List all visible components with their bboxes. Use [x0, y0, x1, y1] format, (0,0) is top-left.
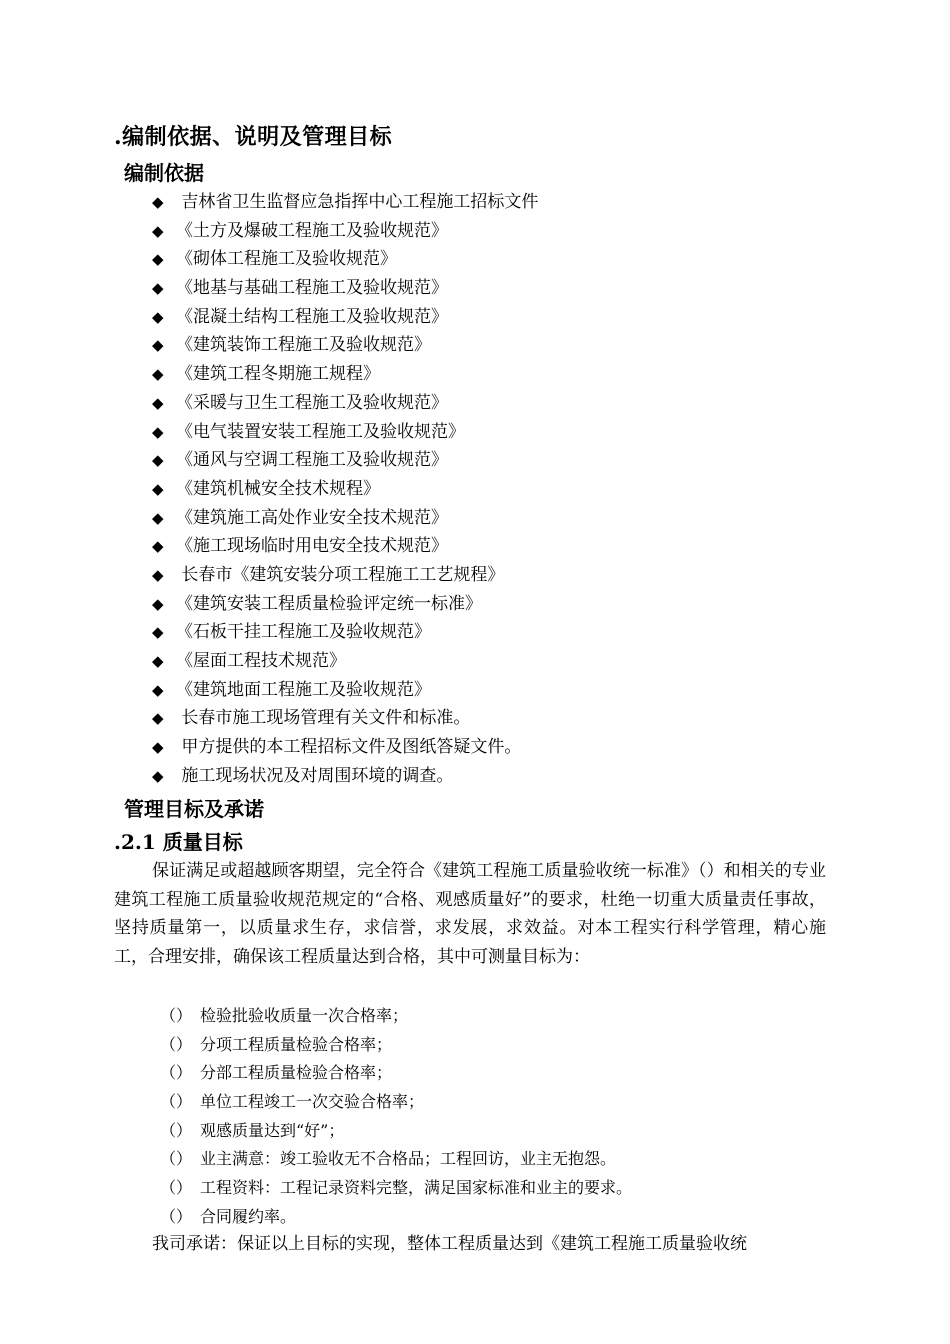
list-item-text: 《建筑机械安全技术规程》	[176, 478, 380, 499]
list-item	[152, 274, 852, 303]
list-item-text: 《土方及爆破工程施工及验收规范》	[176, 220, 448, 241]
diamond-bullet-icon: ◆	[152, 565, 164, 584]
list-item-text: 《屋面工程技术规范》	[176, 651, 346, 671]
list-item-text: 《施工现场临时用电安全技术规范》	[176, 536, 448, 557]
target-paren: （）	[160, 1206, 193, 1226]
diamond-bullet-icon: ◆	[152, 221, 164, 240]
target-item	[160, 1059, 840, 1088]
list-item	[152, 676, 852, 705]
diamond-bullet-icon: ◆	[152, 652, 164, 670]
diamond-bullet-icon: ◆	[152, 738, 164, 757]
diamond-bullet-icon: ◆	[152, 307, 164, 326]
list-item	[152, 360, 852, 389]
list-item-text: 《建筑安装工程质量检验评定统一标准》	[176, 593, 482, 614]
list-item-text: 《电气装置安装工程施工及验收规范》	[176, 421, 465, 442]
list-item-text: 《建筑装饰工程施工及验收规范》	[176, 335, 431, 356]
diamond-bullet-icon: ◆	[152, 623, 164, 642]
target-text: 合同履约率。	[200, 1206, 297, 1226]
list-item-text: 《地基与基础工程施工及验收规范》	[176, 278, 448, 299]
quality-target-list	[160, 1002, 840, 1232]
list-item-text: 施工现场状况及对周围环境的调查。	[176, 765, 454, 786]
list-item	[152, 389, 852, 418]
goals-heading: 管理目标及承诺	[124, 797, 264, 821]
list-item	[152, 418, 852, 447]
target-paren: （）	[160, 1034, 193, 1054]
list-item-text: 《建筑施工高处作业安全技术规范》	[176, 507, 448, 528]
target-paren: （）	[160, 1178, 193, 1198]
list-item-text: 《通风与空调工程施工及验收规范》	[176, 450, 448, 471]
list-item-text: 长春市施工现场管理有关文件和标准。	[176, 708, 471, 729]
list-item	[152, 532, 852, 561]
list-item	[152, 618, 852, 647]
target-paren: （）	[160, 1063, 193, 1083]
list-item	[152, 475, 852, 504]
basis-list	[152, 188, 852, 790]
list-item	[152, 446, 852, 475]
list-item-text: 甲方提供的本工程招标文件及图纸答疑文件。	[176, 737, 522, 758]
list-item-text: 《建筑工程冬期施工规程》	[176, 364, 380, 385]
target-item	[160, 1174, 840, 1203]
list-item-text: 《混凝土结构工程施工及验收规范》	[176, 306, 448, 327]
diamond-bullet-icon: ◆	[152, 365, 164, 384]
list-item-text: 长春市《建筑安装分项工程施工工艺规程》	[176, 564, 505, 585]
list-item	[152, 188, 852, 217]
target-item	[160, 1117, 840, 1146]
list-item	[152, 217, 852, 246]
target-paren: （）	[160, 1006, 193, 1025]
target-text: 观感质量达到“好”；	[200, 1120, 345, 1140]
diamond-bullet-icon: ◆	[152, 680, 164, 699]
target-item	[160, 1088, 840, 1117]
diamond-bullet-icon: ◆	[152, 393, 164, 412]
list-item-text: 吉林省卫生监督应急指挥中心工程施工招标文件	[176, 192, 539, 212]
target-text: 分部工程质量检验合格率；	[200, 1063, 393, 1083]
diamond-bullet-icon: ◆	[152, 508, 164, 527]
quality-goal-heading: .2.1 质量目标	[114, 830, 243, 854]
list-item	[152, 303, 852, 332]
target-text: 单位工程竣工一次交验合格率；	[200, 1092, 425, 1112]
list-item-text: 《采暖与卫生工程施工及验收规范》	[176, 392, 448, 413]
target-paren: （）	[160, 1149, 193, 1169]
diamond-bullet-icon: ◆	[152, 479, 164, 498]
diamond-bullet-icon: ◆	[152, 766, 164, 785]
target-paren: （）	[160, 1120, 193, 1140]
list-item	[152, 704, 852, 733]
list-item-text: 《砌体工程施工及验收规范》	[176, 249, 397, 270]
diamond-bullet-icon: ◆	[152, 422, 164, 441]
commitment-paragraph: 我司承诺：保证以上目标的实现，整体工程质量达到《建筑工程施工质量验收统	[152, 1234, 747, 1254]
target-text: 业主满意：竣工验收无不合格品；工程回访，业主无抱怨。	[200, 1149, 617, 1169]
list-item-text: 《建筑地面工程施工及验收规范》	[176, 679, 431, 700]
diamond-bullet-icon: ◆	[152, 250, 164, 269]
diamond-bullet-icon: ◆	[152, 451, 164, 470]
diamond-bullet-icon: ◆	[152, 279, 164, 298]
diamond-bullet-icon: ◆	[152, 336, 164, 355]
list-item-text: 《石板干挂工程施工及验收规范》	[176, 622, 431, 643]
target-item	[160, 1002, 840, 1031]
target-text: 分项工程质量检验合格率；	[200, 1034, 393, 1054]
diamond-bullet-icon: ◆	[152, 594, 164, 613]
section-heading: .编制依据、说明及管理目标	[114, 124, 393, 150]
list-item	[152, 647, 852, 676]
basis-heading: 编制依据	[124, 161, 204, 185]
list-item	[152, 504, 852, 533]
target-item	[160, 1203, 840, 1232]
target-item	[160, 1145, 840, 1174]
diamond-bullet-icon: ◆	[152, 709, 164, 728]
quality-goal-paragraph: 保证满足或超越顾客期望，完全符合《建筑工程施工质量验收统一标准》（）和相关的专业建筑工程施工质量验收规范规定的“合格、观感质量好”的要求，杜绝一切重大质量责任事故，坚持质量第一，以质量求生存，求信誉，求发展，求效益。对本工程实行科学管理，精心施工，合理安排，确保该工程质量达到合格，其中可测量目标为：	[114, 861, 826, 968]
list-item	[152, 590, 852, 619]
target-text: 工程资料：工程记录资料完整，满足国家标准和业主的要求。	[200, 1178, 633, 1198]
diamond-bullet-icon: ◆	[152, 537, 164, 556]
target-paren: （）	[160, 1092, 193, 1112]
target-text: 检验批验收质量一次合格率；	[200, 1006, 409, 1025]
list-item	[152, 561, 852, 590]
list-item	[152, 331, 852, 360]
diamond-bullet-icon: ◆	[152, 193, 164, 211]
list-item	[152, 733, 852, 762]
list-item	[152, 245, 852, 274]
list-item	[152, 762, 852, 791]
target-item	[160, 1031, 840, 1060]
